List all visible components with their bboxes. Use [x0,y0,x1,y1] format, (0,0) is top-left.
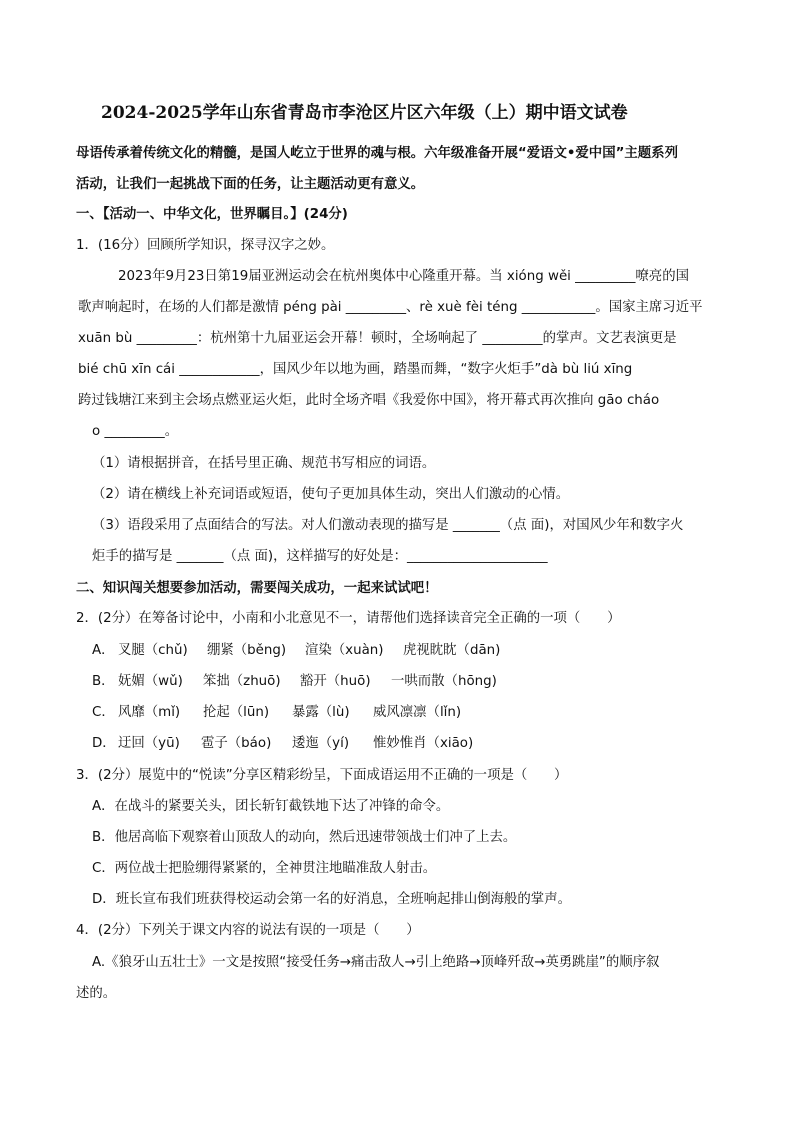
intro-line-1: 母语传承着传统文化的精髓，是国人屹立于世界的魂与根。六年级准备开展“爱语文•爱中国”主题系列 [76,146,678,161]
q2-option-a-item-4: 虎视眈眈（dān) [403,643,501,658]
q1-passage-line-3: xuān bù _________：杭州第十九届亚运会开幕！顿时，全场响起了 _________的掌声。文艺表演更是 [78,331,677,346]
q2-option-d-item-3: 逶迤（yí) [292,736,350,751]
q1-sub-3: （3）语段采用了点面结合的写法。对人们激动表现的描写是 _______（点 面)，对国风少年和数字火 [92,518,684,533]
q2-option-a-item-1: 叉腿（chǔ) [118,643,188,658]
q2-option-b-item-1: 妩媚（wǔ) [118,674,183,689]
q1-passage-line-4: bié chū xīn cái ____________，国风少年以地为画，踏墨而舞，“数字火炬手”dà bù liú xīng [78,362,633,377]
q1-passage-line-5: 跨过钱塘江来到主会场点燃亚运火炬，此时全场齐唱《我爱你中国》，将开幕式再次推向 gāo cháo [78,393,660,408]
q3-option-c[interactable]: C．两位战士把脸绷得紧紧的，全神贯注地瞄准敌人射击。 [92,861,437,876]
q1-passage-line-1: 2023年9月23日第19届亚洲运动会在杭州奥体中心隆重开幕。当 xióng wěi _________嘹亮的国 [118,269,689,284]
q2-option-b-item-3: 豁开（huō) [300,674,371,689]
q2-option-d-item-4: 惟妙惟肖（xiāo) [373,736,474,751]
q3-option-b[interactable]: B．他居高临下观察着山顶敌人的动向，然后迅速带领战士们冲了上去。 [92,830,517,845]
q1-passage-line-6: o _________。 [92,424,179,439]
q2-option-c-item-2: 抡起（lūn) [203,705,270,720]
section-2-heading: 二、知识闯关想要参加活动，需要闯关成功，一起来试试吧！ [76,581,438,596]
q2-option-c-item-4: 威风凛凛（lǐn) [373,705,462,720]
q2-stem: 2．(2分）在筹备讨论中，小南和小北意见不一，请帮他们选择读音完全正确的一项（ ） [76,611,621,626]
intro-line-2: 活动，让我们一起挑战下面的任务，让主题活动更有意义。 [76,177,425,192]
q3-option-d[interactable]: D．班长宣布我们班获得校运动会第一名的好消息，全班响起排山倒海般的掌声。 [92,892,571,907]
q3-option-a[interactable]: A．在战斗的紧要关头，团长斩钉截铁地下达了冲锋的命令。 [92,799,450,814]
q2-option-d-letter[interactable]: D． [92,736,116,751]
q2-option-c-letter[interactable]: C． [92,705,115,720]
q1-sub-1: （1）请根据拼音，在括号里正确、规范书写相应的词语。 [92,456,436,471]
q2-option-a-item-2: 绷紧（běng) [207,643,287,658]
q1-stem: 1．(16分）回顾所学知识，探寻汉字之妙。 [76,238,335,253]
q2-option-d-item-1: 迂回（yū) [118,736,180,751]
q4-option-a-cont: 述的。 [76,986,117,1001]
section-1-heading: 一、【活动一、中华文化，世界瞩目。】(24分) [76,207,348,222]
page-title: 2024-2025学年山东省青岛市李沧区片区六年级（上）期中语文试卷 [101,103,628,123]
q2-option-d-item-2: 雹子（báo) [201,736,272,751]
q1-passage-line-2: 歌声响起时，在场的人们都是激情 péng pài _________、rè xuè fèi téng ___________。国家主席习近平 [78,300,703,315]
q2-option-a-letter[interactable]: A． [92,643,115,658]
q2-option-b-item-4: 一哄而散（hōng) [391,674,497,689]
q4-option-a[interactable]: A.《狼牙山五壮士》一文是按照“接受任务→痛击敌人→引上绝路→顶峰歼敌→英勇跳崖”的顺序叙 [92,955,660,970]
q4-stem: 4．(2分）下列关于课文内容的说法有误的一项是（ ） [76,923,420,938]
q2-option-c-item-1: 风靡（mǐ) [118,705,181,720]
q1-sub-3-cont: 炬手的描写是 _______（点 面)，这样描写的好处是：_____________________ [92,549,548,564]
q2-option-b-item-2: 笨拙（zhuō) [203,674,281,689]
q2-option-c-item-3: 暴露（lù) [292,705,350,720]
q2-option-a-item-3: 渲染（xuàn) [305,643,384,658]
q3-stem: 3．(2分）展览中的“悦读”分享区精彩纷呈，下面成语运用不正确的一项是（ ） [76,768,568,783]
q2-option-b-letter[interactable]: B． [92,674,115,689]
q1-sub-2: （2）请在横线上补充词语或短语，使句子更加具体生动，突出人们激动的心情。 [92,487,570,502]
